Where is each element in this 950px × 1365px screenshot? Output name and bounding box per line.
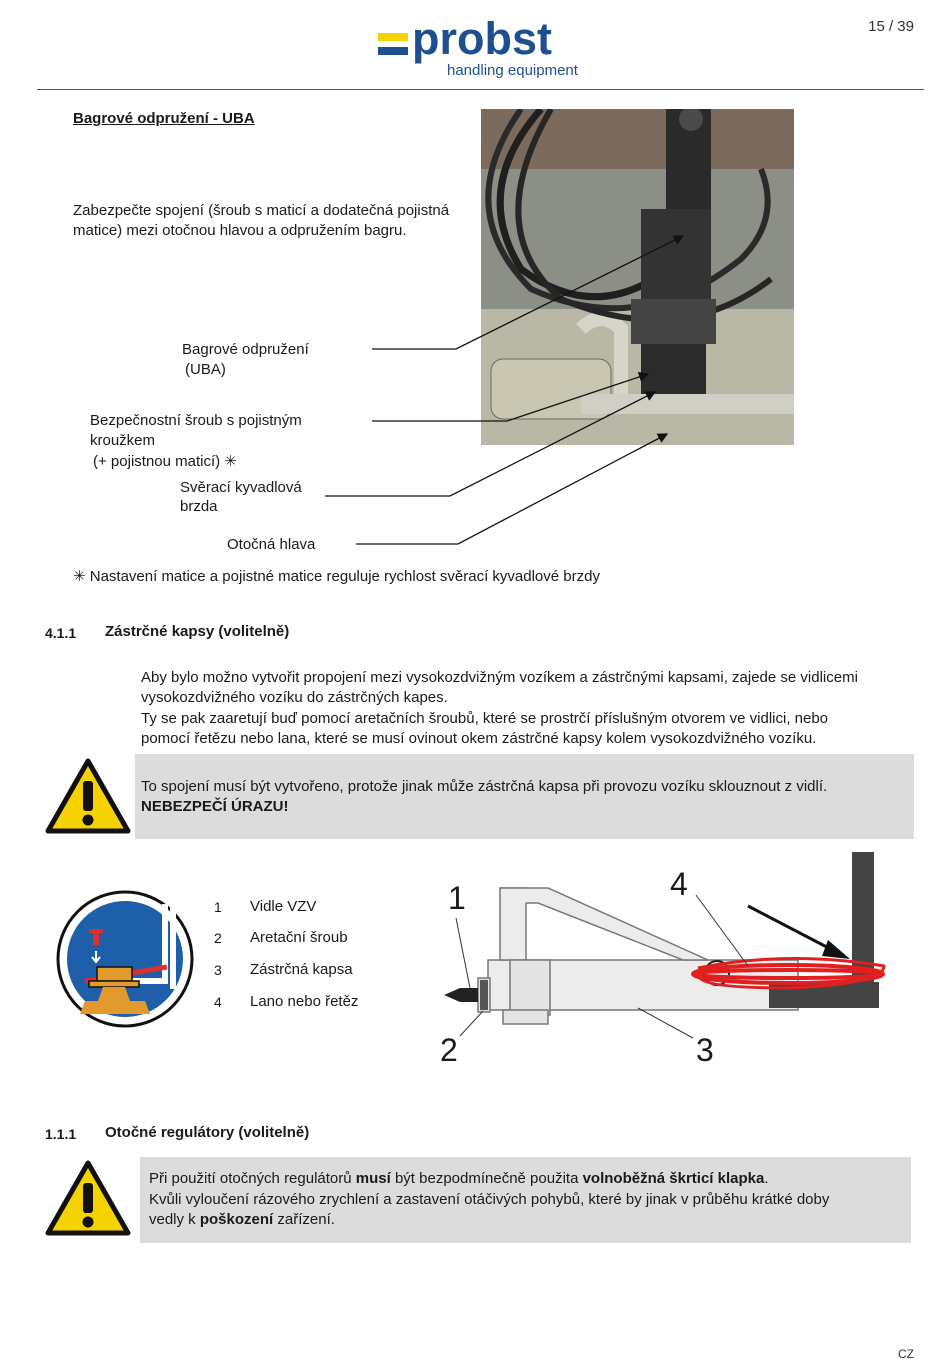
diagram-label-2: 2 [440, 1032, 458, 1068]
callout-bolt-line3: (+ pojistnou maticí) ✳ [93, 453, 237, 470]
section1-title: Zástrčné kapsy (volitelně) [105, 623, 290, 640]
page-number: 15 / 39 [868, 18, 914, 35]
legend-text-2: Aretační šroub [250, 929, 348, 946]
uba-note: ✳ Nastavení matice a pojistné matice reguluje rychlost svěrací kyvadlové brzdy [73, 568, 600, 585]
footer-language: CZ [898, 1347, 914, 1361]
legend-text-1: Vidle VZV [250, 898, 317, 915]
section2-title: Otočné regulátory (volitelně) [105, 1124, 310, 1141]
callout-brake-line2: brzda [180, 498, 218, 515]
section1-para-line2: vysokozdvižného vozíku do zástrčných kapes. [141, 689, 448, 706]
section1-para-line3: Ty se pak zaaretují buď pomocí aretačních šroubů, které se prostrčí příslušným otvorem ve vidlici, nebo [141, 710, 829, 727]
section1-number: 4.1.1 [45, 625, 77, 641]
logo-wordmark: probst [412, 13, 552, 64]
warning-triangle-icon-2 [44, 1159, 132, 1239]
callout-lines [0, 0, 950, 600]
section1-para-line1: Aby bylo možno vytvořit propojení mezi vysokozdvižným vozíkem a zástrčnými kapsami, zajede se vidlicemi [141, 669, 858, 686]
section1-para-line4: pomocí řetězu nebo lana, které se musí ovinout okem zástrčné kapsy kolem vysokozdvižného vozíku. [141, 730, 817, 747]
warning-triangle-icon [44, 757, 132, 837]
callout-uba-line1: Bagrové odpružení [182, 341, 309, 358]
legend-num-3: 3 [214, 962, 222, 978]
warning2-line2: Kvůli vyloučení rázového zrychlení a zastavení otáčivých pohybů, které by jinak v průběhu krátké doby [149, 1191, 830, 1208]
uba-instruction-line2: matice) mezi otočnou hlavou a odpružením bagru. [73, 222, 407, 239]
warning1-line2: NEBEZPEČÍ ÚRAZU! [141, 798, 289, 815]
logo-subtitle: handling equipment [447, 62, 578, 79]
callout-brake-line1: Svěrací kyvadlová [180, 479, 302, 496]
legend-num-4: 4 [214, 994, 222, 1010]
diagram-label-3: 3 [696, 1032, 714, 1068]
legend-text-4: Lano nebo řetěz [250, 993, 359, 1010]
warning2-line3: vedly k poškození zařízení. [149, 1211, 335, 1228]
callout-bolt-line2: kroužkem [90, 432, 156, 449]
fork-pocket-diagram [438, 848, 898, 1070]
callout-bolt-line1: Bezpečnostní šroub s pojistným [90, 412, 302, 429]
legend-num-1: 1 [214, 899, 222, 915]
legend-text-3: Zástrčná kapsa [250, 961, 353, 978]
mandatory-secure-icon [55, 889, 195, 1029]
warning2-line1: Při použití otočných regulátorů musí být bezpodmínečně použita volnoběžná škrticí klapka. [149, 1170, 769, 1187]
diagram-label-4: 4 [670, 866, 688, 902]
uba-title: Bagrové odpružení - UBA [73, 110, 255, 127]
legend-num-2: 2 [214, 930, 222, 946]
callout-rotator: Otočná hlava [227, 536, 316, 553]
diagram-label-1: 1 [448, 880, 466, 916]
callout-uba-line2: (UBA) [185, 361, 226, 378]
section2-number: 1.1.1 [45, 1126, 77, 1142]
uba-instruction-line1: Zabezpečte spojení (šroub s maticí a dodatečná pojistná [73, 202, 450, 219]
warning1-line1: To spojení musí být vytvořeno, protože jinak může zástrčná kapsa při provozu vozíku sklouznout z vidlí. [141, 778, 828, 795]
